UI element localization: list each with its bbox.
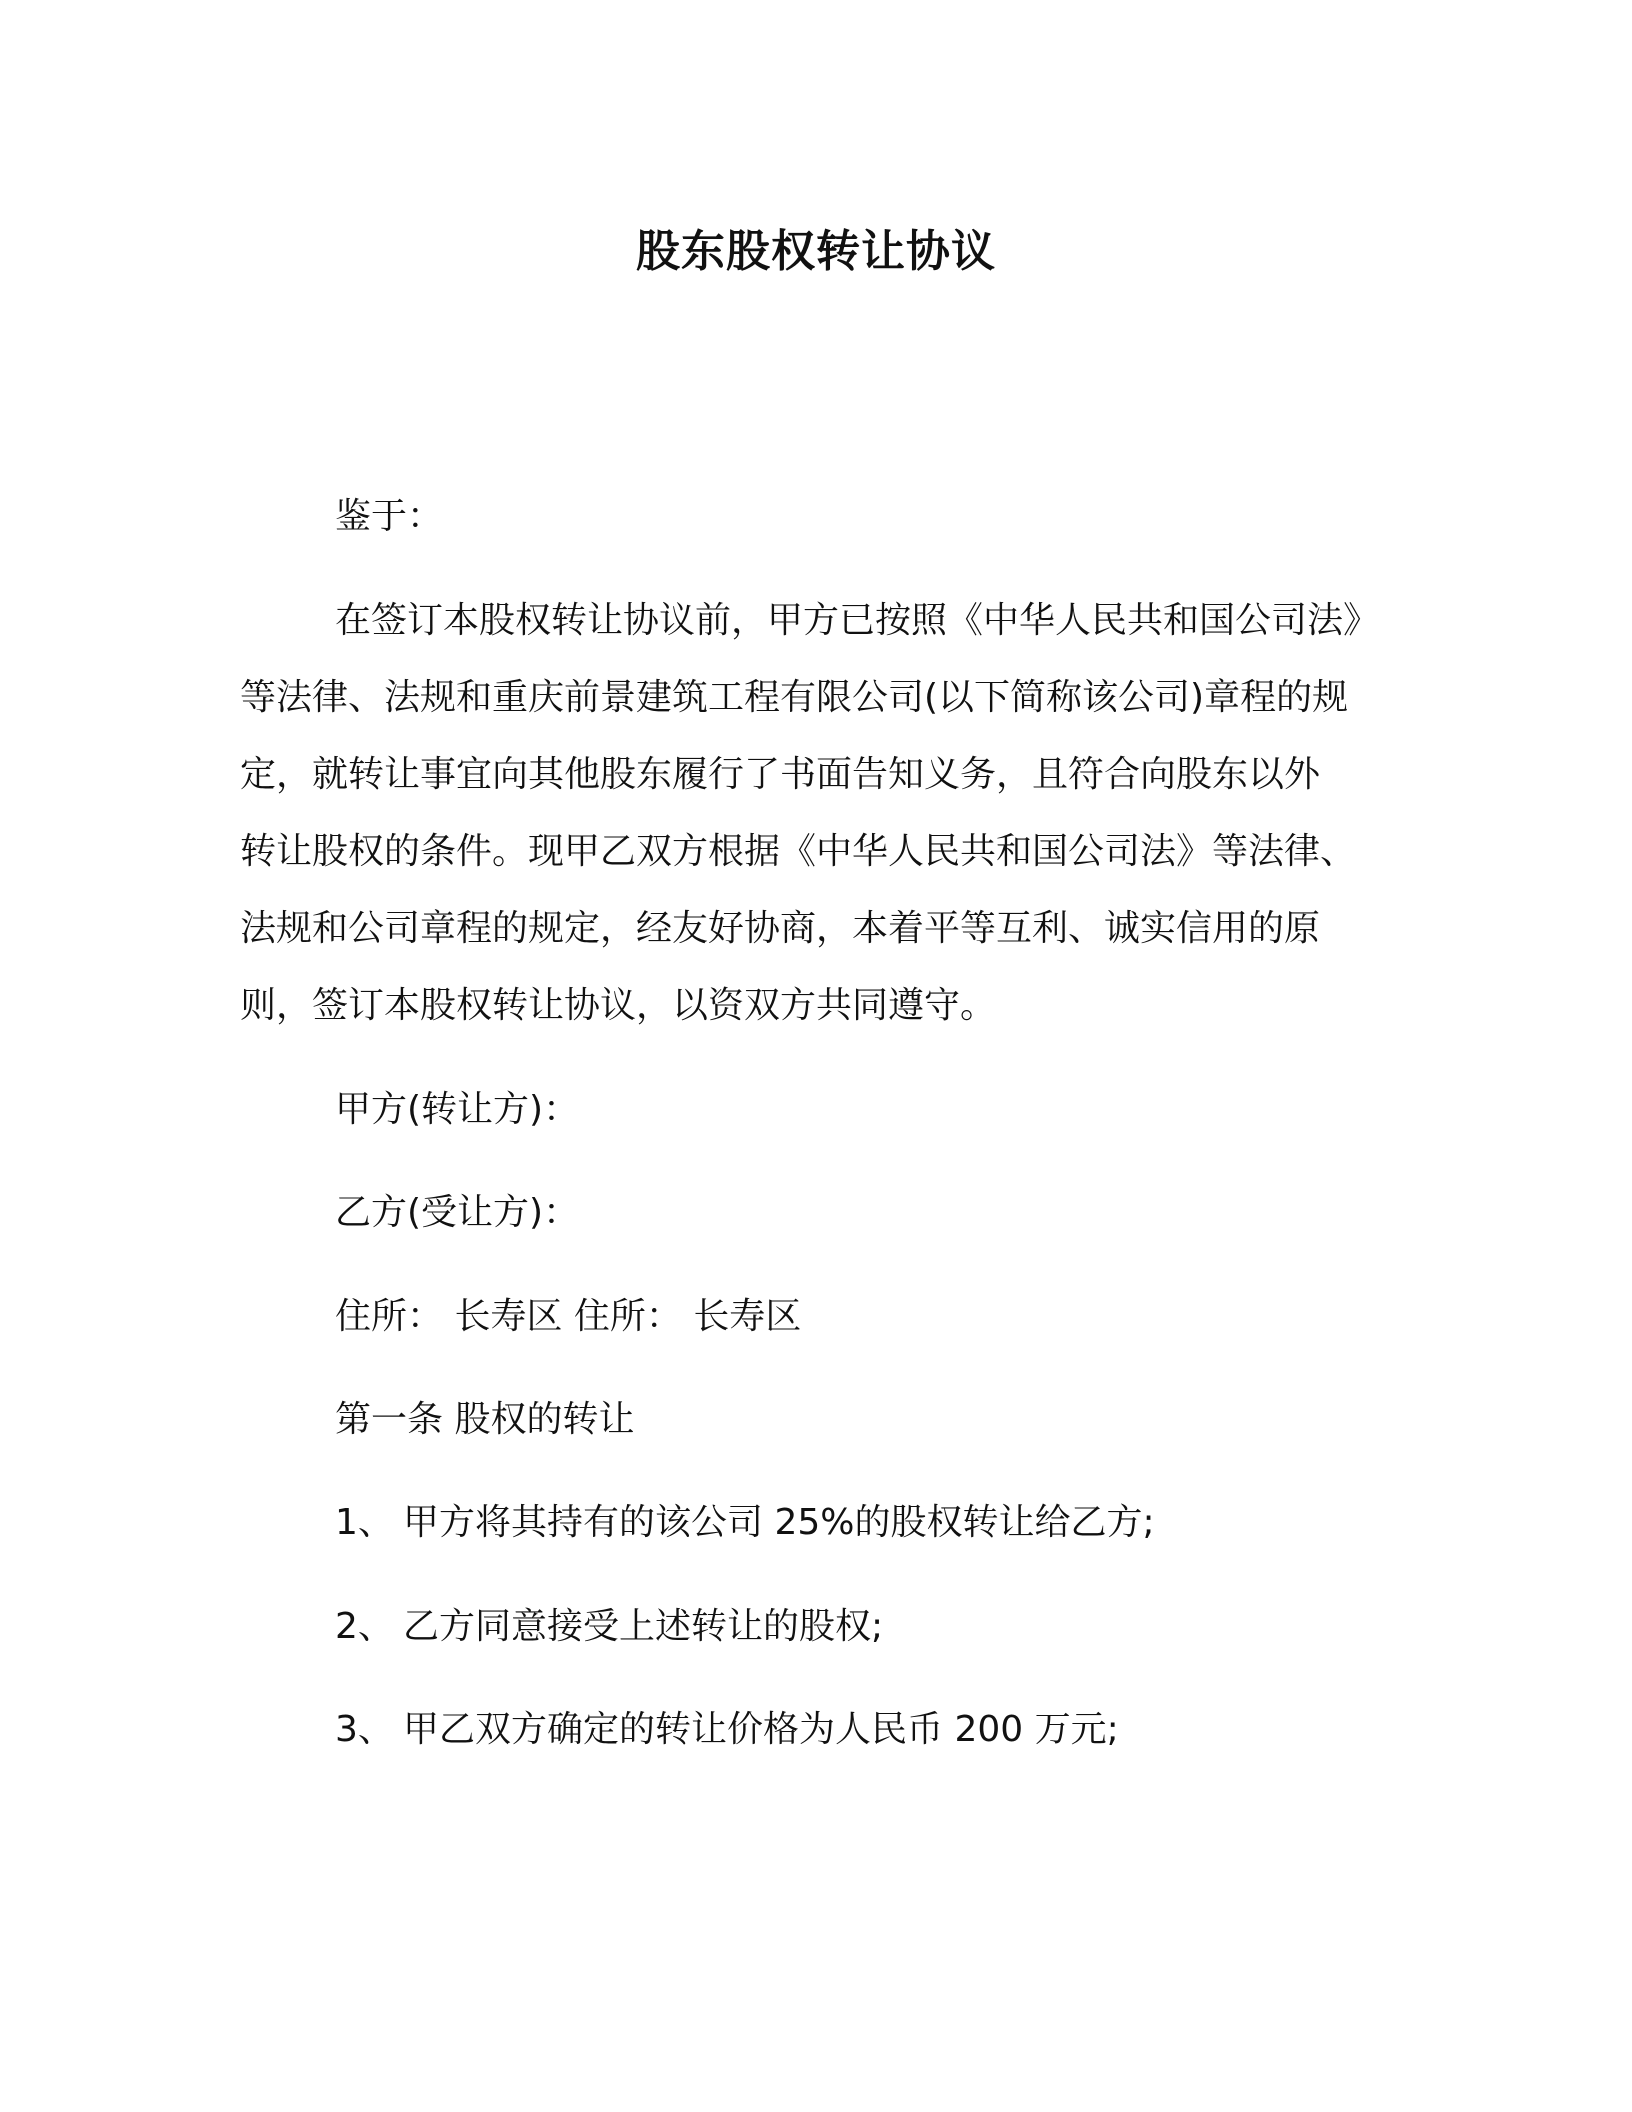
party-a-label: 甲方(转让方)： <box>335 1089 580 1130</box>
party-b-label: 乙方(受让方)： <box>335 1192 580 1233</box>
preamble-line: 等法律、法规和重庆前景建筑工程有限公司(以下简称该公司)章程的规 <box>240 677 1349 718</box>
item-text: 乙方同意接受上述转让的股权; <box>403 1606 884 1647</box>
item-text: 甲方将其持有的该公司 25%的股权转让给乙方; <box>403 1502 1155 1543</box>
document-title: 股东股权转让协议 <box>636 226 996 277</box>
preamble-line: 则，签订本股权转让协议，以资双方共同遵守。 <box>240 985 997 1026</box>
address-line: 住所： 长寿区 住所： 长寿区 <box>335 1296 802 1337</box>
preamble-line: 法规和公司章程的规定，经友好协商，本着平等互利、诚实信用的原 <box>240 908 1321 949</box>
list-item <box>335 1498 1155 1548</box>
item-text: 甲乙双方确定的转让价格为人民币 200 万元; <box>403 1709 1119 1750</box>
item-number: 3、 <box>335 1709 394 1750</box>
preamble-line: 在签订本股权转让协议前，甲方已按照《中华人民共和国公司法》 <box>335 600 1380 641</box>
whereas-label: 鉴于： <box>335 496 444 537</box>
list-item <box>335 1602 883 1652</box>
preamble-line: 定，就转让事宜向其他股东履行了书面告知义务，且符合向股东以外 <box>240 754 1321 795</box>
preamble-paragraph <box>240 582 1390 1044</box>
preamble-line: 转让股权的条件。现甲乙双方根据《中华人民共和国公司法》等法律、 <box>240 831 1357 872</box>
list-item <box>335 1705 1119 1755</box>
item-number: 1、 <box>335 1502 394 1543</box>
article-1-heading: 第一条 股权的转让 <box>335 1399 635 1440</box>
item-number: 2、 <box>335 1606 394 1647</box>
